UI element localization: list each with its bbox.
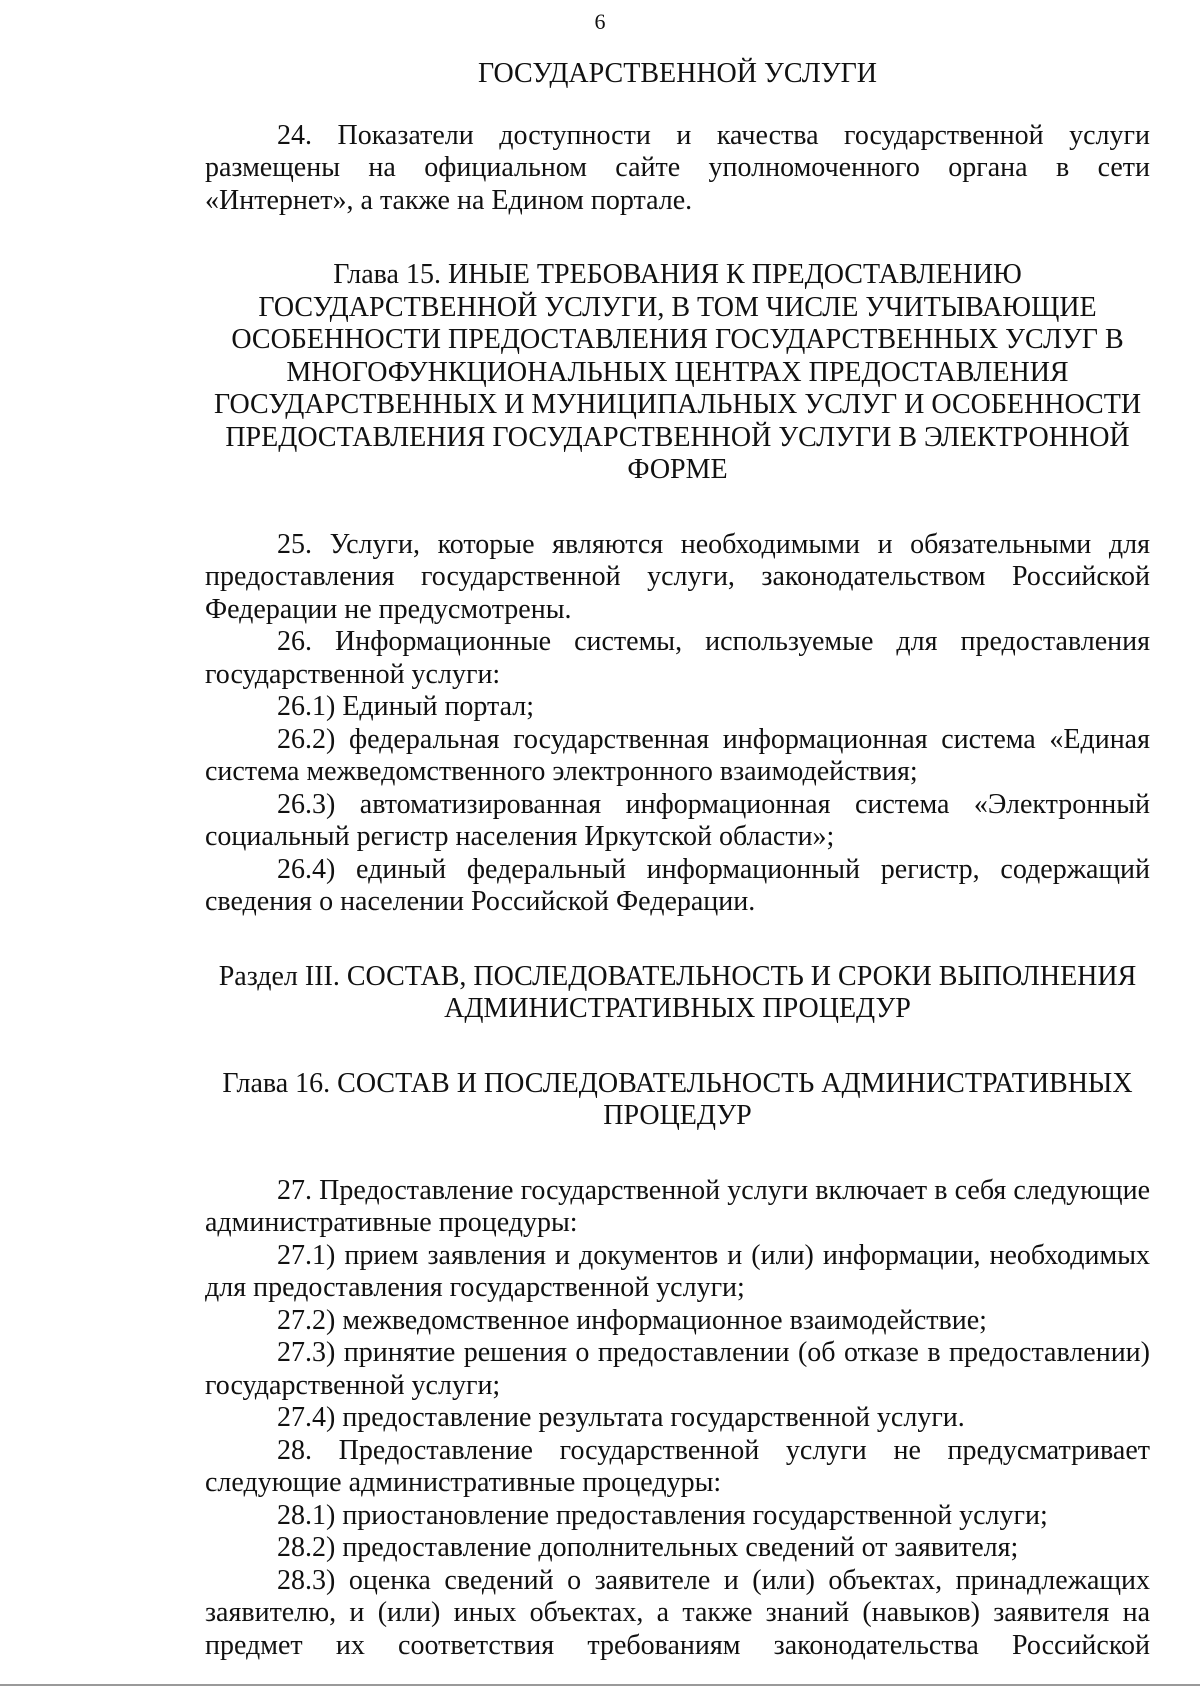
spacer xyxy=(205,217,1150,259)
chapter-16-title: Глава 16. СОСТАВ И ПОСЛЕДОВАТЕЛЬНОСТЬ АДМИНИСТРАТИВНЫХ ПРОЦЕДУР xyxy=(222,1067,1133,1131)
paragraph-26-2: 26.2) федеральная государственная информационная система «Единая система межведомственного электронного взаимодействия; xyxy=(205,723,1150,787)
document-body xyxy=(205,58,1150,1662)
paragraph-28: 28. Предоставление государственной услуги не предусматривает следующие административные процедуры: xyxy=(205,1434,1150,1498)
spacer xyxy=(205,91,1150,120)
paragraph-27-4: 27.4) предоставление результата государственной услуги. xyxy=(277,1402,965,1433)
paragraph-27-1: 27.1) прием заявления и документов и (или) информации, необходимых для предоставления государственной услуги; xyxy=(205,1239,1150,1303)
paragraph-27: 27. Предоставление государственной услуги включает в себя следующие административные процедуры: xyxy=(205,1174,1150,1238)
paragraph-27-2: 27.2) межведомственное информационное взаимодействие; xyxy=(277,1304,987,1336)
paragraph-27-3: 27.3) принятие решения о предоставлении (об отказе в предоставлении) государственной услуги; xyxy=(205,1337,1150,1401)
paragraph-28-3: 28.3) оценка сведений о заявителе и (или) объектах, принадлежащих заявителю, и (или) иных объектах, а также знаний (навыков) заявителя на предмет их соответствия требованиям законодательства Российской xyxy=(205,1564,1150,1661)
paragraph-26-1: 26.1) Единый портал; xyxy=(277,691,535,722)
spacer xyxy=(205,919,1150,961)
paragraph-28-1: 28.1) приостановление предоставления государственной услуги; xyxy=(277,1499,1048,1531)
chapter-15-title: Глава 15. ИНЫЕ ТРЕБОВАНИЯ К ПРЕДОСТАВЛЕНИЮ ГОСУДАРСТВЕННОЙ УСЛУГИ, В ТОМ ЧИСЛЕ УЧИТЫВАЮЩИЕ ОСОБЕННОСТИ ПРЕДОСТАВЛЕНИЯ ГОСУДАРСТВЕННЫХ УСЛУГ В МНОГОФУНКЦИОНАЛЬНЫХ ЦЕНТРАХ ПРЕДОСТАВЛЕНИЯ ГОСУДАРСТВЕННЫХ И МУНИЦИПАЛЬНЫХ УСЛУГ И ОСОБЕННОСТИ ПРЕДОСТАВЛЕНИЯ ГОСУДАРСТВЕННОЙ УСЛУГИ В ЭЛЕКТРОННОЙ ФОРМЕ xyxy=(213,259,1142,485)
paragraph-26: 26. Информационные системы, используемые для предоставления государственной услуги: xyxy=(205,626,1150,690)
header-line: ГОСУДАРСТВЕННОЙ УСЛУГИ xyxy=(477,58,878,89)
spacer xyxy=(205,487,1150,529)
paragraph-25: 25. Услуги, которые являются необходимыми и обязательными для предоставления государственной услуги, законодательством Российской Федерации не предусмотрены. xyxy=(205,528,1150,625)
paragraph-24: 24. Показатели доступности и качества государственной услуги размещены на официальном сайте уполномоченного органа в сети «Интернет», а также на Едином портале. xyxy=(205,119,1150,216)
page-number: 6 xyxy=(594,9,606,34)
paragraph-26-4: 26.4) единый федеральный информационный регистр, содержащий сведения о населении Российской Федерации. xyxy=(205,853,1150,917)
spacer xyxy=(205,1133,1150,1175)
section-3-title: Раздел III. СОСТАВ, ПОСЛЕДОВАТЕЛЬНОСТЬ И СРОКИ ВЫПОЛНЕНИЯ АДМИНИСТРАТИВНЫХ ПРОЦЕДУР xyxy=(218,960,1137,1024)
spacer xyxy=(205,1026,1150,1068)
paragraph-26-3: 26.3) автоматизированная информационная система «Электронный социальный регистр населения Иркутской области»; xyxy=(205,788,1150,852)
scan-edge-line xyxy=(0,1684,1200,1686)
paragraph-28-2: 28.2) предоставление дополнительных сведений от заявителя; xyxy=(277,1532,1019,1563)
